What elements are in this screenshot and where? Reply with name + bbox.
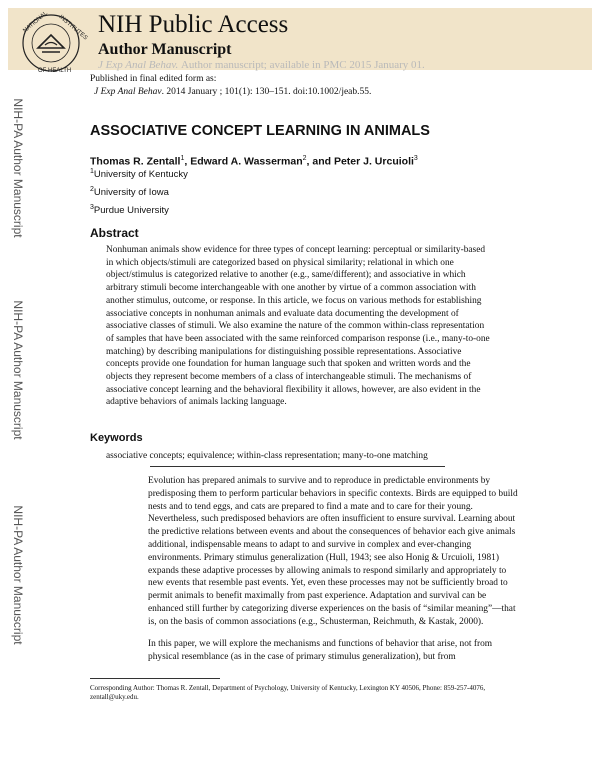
author-sup: 2	[302, 155, 307, 162]
journal-abbrev: J Exp Anal Behav.	[98, 59, 179, 71]
keywords-heading: Keywords	[90, 432, 143, 444]
affiliation: $^3$Purdue University	[90, 204, 169, 217]
author-manuscript-label: Author Manuscript	[98, 41, 232, 58]
article-title: ASSOCIATIVE CONCEPT LEARNING IN ANIMALS	[90, 123, 430, 139]
svg-text:OF HEALTH: OF HEALTH	[38, 68, 72, 74]
author-sup: 3	[413, 155, 418, 162]
svg-text:INSTITUTES: INSTITUTES	[57, 14, 89, 42]
author-list: Thomas R. Zentall$^1$, Edward A. Wasserman$^2$, and Peter J. Urcuioli$^3$	[90, 155, 418, 168]
side-label-1: NIH-PA Author Manuscript	[11, 98, 25, 238]
published-in-label: Published in final edited form as:	[90, 74, 217, 84]
side-label-3: NIH-PA Author Manuscript	[11, 505, 25, 645]
author-name: Thomas R. Zentall	[90, 155, 181, 168]
availability-line	[98, 59, 425, 71]
citation-line	[94, 87, 371, 97]
abstract-heading: Abstract	[90, 226, 139, 240]
author-sup: 1	[180, 155, 185, 162]
nih-header-banner	[8, 8, 592, 74]
citation-journal: J Exp Anal Behav	[94, 87, 162, 97]
affiliation: $^1$University of Kentucky	[90, 168, 188, 181]
side-label-2: NIH-PA Author Manuscript	[11, 300, 25, 440]
citation-details: . 2014 January ; 101(1): 130–151. doi:10.1002/jeab.55.	[161, 87, 372, 97]
svg-text:NATIONAL: NATIONAL	[22, 10, 49, 35]
corresponding-author-footnote: Corresponding Author: Thomas R. Zentall, Department of Psychology, University of Kentucky, Lexington KY 40506, Phone: 859-257-4076, zentall@uky.edu.	[90, 684, 486, 701]
section-divider	[150, 466, 445, 467]
affiliation: $^2$University of Iowa	[90, 186, 169, 199]
body-paragraph-2: In this paper, we will explore the mechanisms and functions of behavior that arise, not from physical resemblance (as in the case of primary stimulus generalization), but from	[148, 639, 493, 662]
body-paragraph-1: Evolution has prepared animals to survive and to reproduce in predictable environments by predisposing them to perform particular behaviors in specific contexts. Birds are equipped to build nests and to tend eggs, and cats are prepared to find a mate and to care for their young. Nevertheless, such predisposed behaviors are often insufficient to ensure survival. Learning about the predictive relations between events and about the consequences of behavior each give animals additional, indispensable means to adapt to and survive in complex and ever-changing environments. Primary stimulus generalization (Hull, 1943; see also Honig & Urcuioli, 1981) expands these adaptive processes by allowing animals to respond similarly and appropriately to new events that resemble past events. Yet, even these processes may not be sufficiently broad to permit animals to benefit maximally from past experience. Adaptation and survival can be enhanced still further by categorizing diverse experiences on the basis of “similar meaning”—that is, on the basis of common associations (e.g., Schusterman, Reichmuth, & Kastak, 2000).	[148, 476, 518, 627]
author-name: Peter J. Urcuioli	[333, 155, 414, 168]
abstract-text: Nonhuman animals show evidence for three types of concept learning: perceptual or similarity-based in which objects/stimuli are categorized based on physical similarity; relational in which one object/stimulus is categorized relative to another (e.g., same/different); and associative in which arbitrary stimuli become interchangeable with one another by virtue of a common association with another stimulus, outcome, or response. In this article, we focus on various methods for establishing associative concepts in nonhuman animals and evaluate data documenting the development of associative classes of stimuli. We also examine the nature of the common within-class representation of samples that have been associated with the same reinforced comparison response (i.e., many-to-one matching) by describing manipulations for distinguishing possible representations. Associative concepts provide one foundation for human language such that spoken and written words and the objects they represent become members of a class of interchangeable stimuli. The mechanisms of associative concept learning and the behavioral flexibility it allows, however, are also evident in the adaptive behaviors of animals lacking language.	[106, 245, 490, 408]
footnote-divider	[90, 678, 220, 679]
nih-public-access-title: NIH Public Access	[98, 11, 289, 38]
author-name: Edward A. Wasserman	[190, 155, 303, 168]
availability-text: Author manuscript; available in PMC 2015 January 01.	[180, 59, 425, 71]
keywords-text: associative concepts; equivalence; within-class representation; many-to-one matching	[106, 451, 428, 461]
nih-seal-logo	[18, 10, 89, 74]
